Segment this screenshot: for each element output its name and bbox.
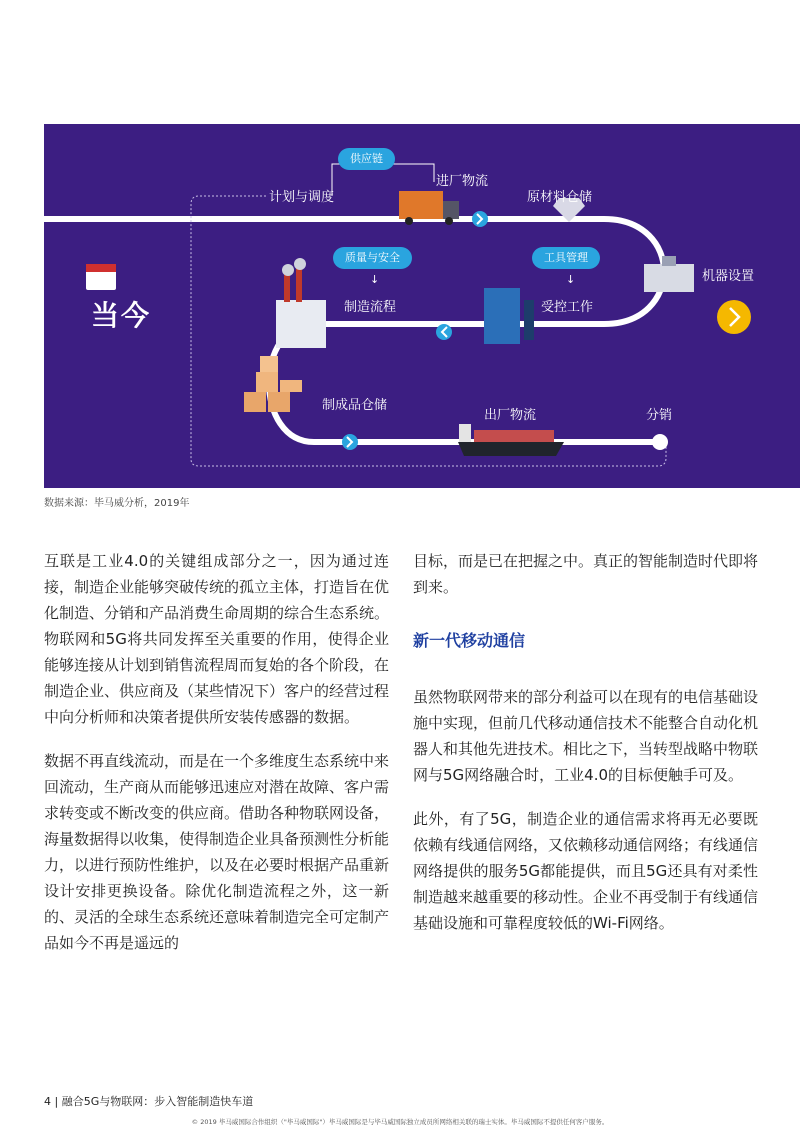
boxes-icon <box>244 356 302 412</box>
page-number: 4 <box>44 1095 51 1108</box>
footer-title: 融合5G与物联网：步入智能制造快车道 <box>61 1095 254 1108</box>
label-finished-storage: 制成品仓储 <box>322 398 388 413</box>
pill-tool-management: 工具管理 <box>532 247 600 269</box>
paragraph: 目标，而是已在把握之中。真正的智能制造时代即将到来。 <box>413 552 759 596</box>
left-column <box>44 548 389 974</box>
source-note: 数据来源：毕马威分析，2019年 <box>44 498 190 509</box>
arrow-right-icon <box>342 434 358 450</box>
calendar-icon <box>86 264 116 290</box>
paragraph: 此外，有了5G，制造企业的通信需求将再无必要既依赖有线通信网络，又依赖移动通信网络；有线通信网络提供的服务5G都能提供，而且5G还具有对柔性制造越来越重要的移动性。企业不再受制于有线通信基础设施和可靠程度较低的Wi-Fi网络。 <box>413 810 759 932</box>
paragraph: 互联是工业4.0的关键组成部分之一，因为通过连接，制造企业能够突破传统的孤立主体，打造旨在优化制造、分销和产品消费生命周期的综合生态系统。物联网和5G将共同发挥至关重要的作用，使得企业能够连接从计划到销售流程周而复始的各个阶段，在制造企业、供应商及（某些情况下）客户的经营过程中向分析师和决策者提供所安装传感器的数据。 <box>44 552 390 726</box>
server-icon <box>484 288 534 344</box>
arrow-right-icon <box>472 211 488 227</box>
down-arrow-icon: ↓ <box>566 273 576 286</box>
plan-loop <box>191 196 666 466</box>
arrow-left-icon <box>436 324 452 340</box>
right-column <box>413 548 758 954</box>
label-machines: 机器设置 <box>702 269 755 284</box>
label-controlled-work: 受控工作 <box>541 300 594 315</box>
heading-today: 当今 <box>91 299 152 332</box>
label-distribution: 分销 <box>646 408 673 423</box>
next-arrow-icon <box>717 300 751 334</box>
label-outbound: 出厂物流 <box>484 408 537 423</box>
label-inbound: 进厂物流 <box>436 174 489 189</box>
pill-quality: 质量与安全 <box>333 247 412 269</box>
footer-separator: | <box>54 1095 62 1108</box>
pill-supply-chain: 供应链 <box>338 148 395 170</box>
label-manufacturing: 制造流程 <box>344 300 397 315</box>
label-raw-storage: 原材料仓储 <box>527 190 593 205</box>
paragraph: 虽然物联网带来的部分利益可以在现有的电信基础设施中实现，但前几代移动通信技术不能整合自动化机器人和其他先进技术。相比之下，当转型战略中物联网与5G网络融合时，工业4.0的目标便触手可及。 <box>413 688 759 784</box>
machine-icon <box>644 256 694 292</box>
endpoint-icon <box>652 434 668 450</box>
label-plan: 计划与调度 <box>269 190 335 205</box>
paragraph: 数据不再直线流动，而是在一个多维度生态系统中来回流动，生产商从而能够迅速应对潜在故障、客户需求转变或不断改变的供应商。借助各种物联网设备，海量数据得以收集，使得制造企业具备预测性分析能力，以进行预防性维护，以及在必要时根据产品重新设计安排更换设备。除优化制造流程之外，这一新的、灵活的全球生态系统还意味着制造完全可定制产品如今不再是遥远的 <box>44 752 390 952</box>
flow-diagram <box>44 124 800 488</box>
process-infographic <box>44 124 800 488</box>
section-heading: 新一代移动通信 <box>413 631 526 650</box>
down-arrow-icon: ↓ <box>370 273 380 286</box>
page-footer <box>44 1093 253 1109</box>
copyright-notice: © 2019 毕马威国际合作组织（"毕马威国际"）毕马威国际是与毕马威国际独立成员所网络相关联的瑞士实体。毕马威国际不提供任何客户服务。 <box>191 1118 609 1126</box>
factory-icon <box>276 258 326 348</box>
